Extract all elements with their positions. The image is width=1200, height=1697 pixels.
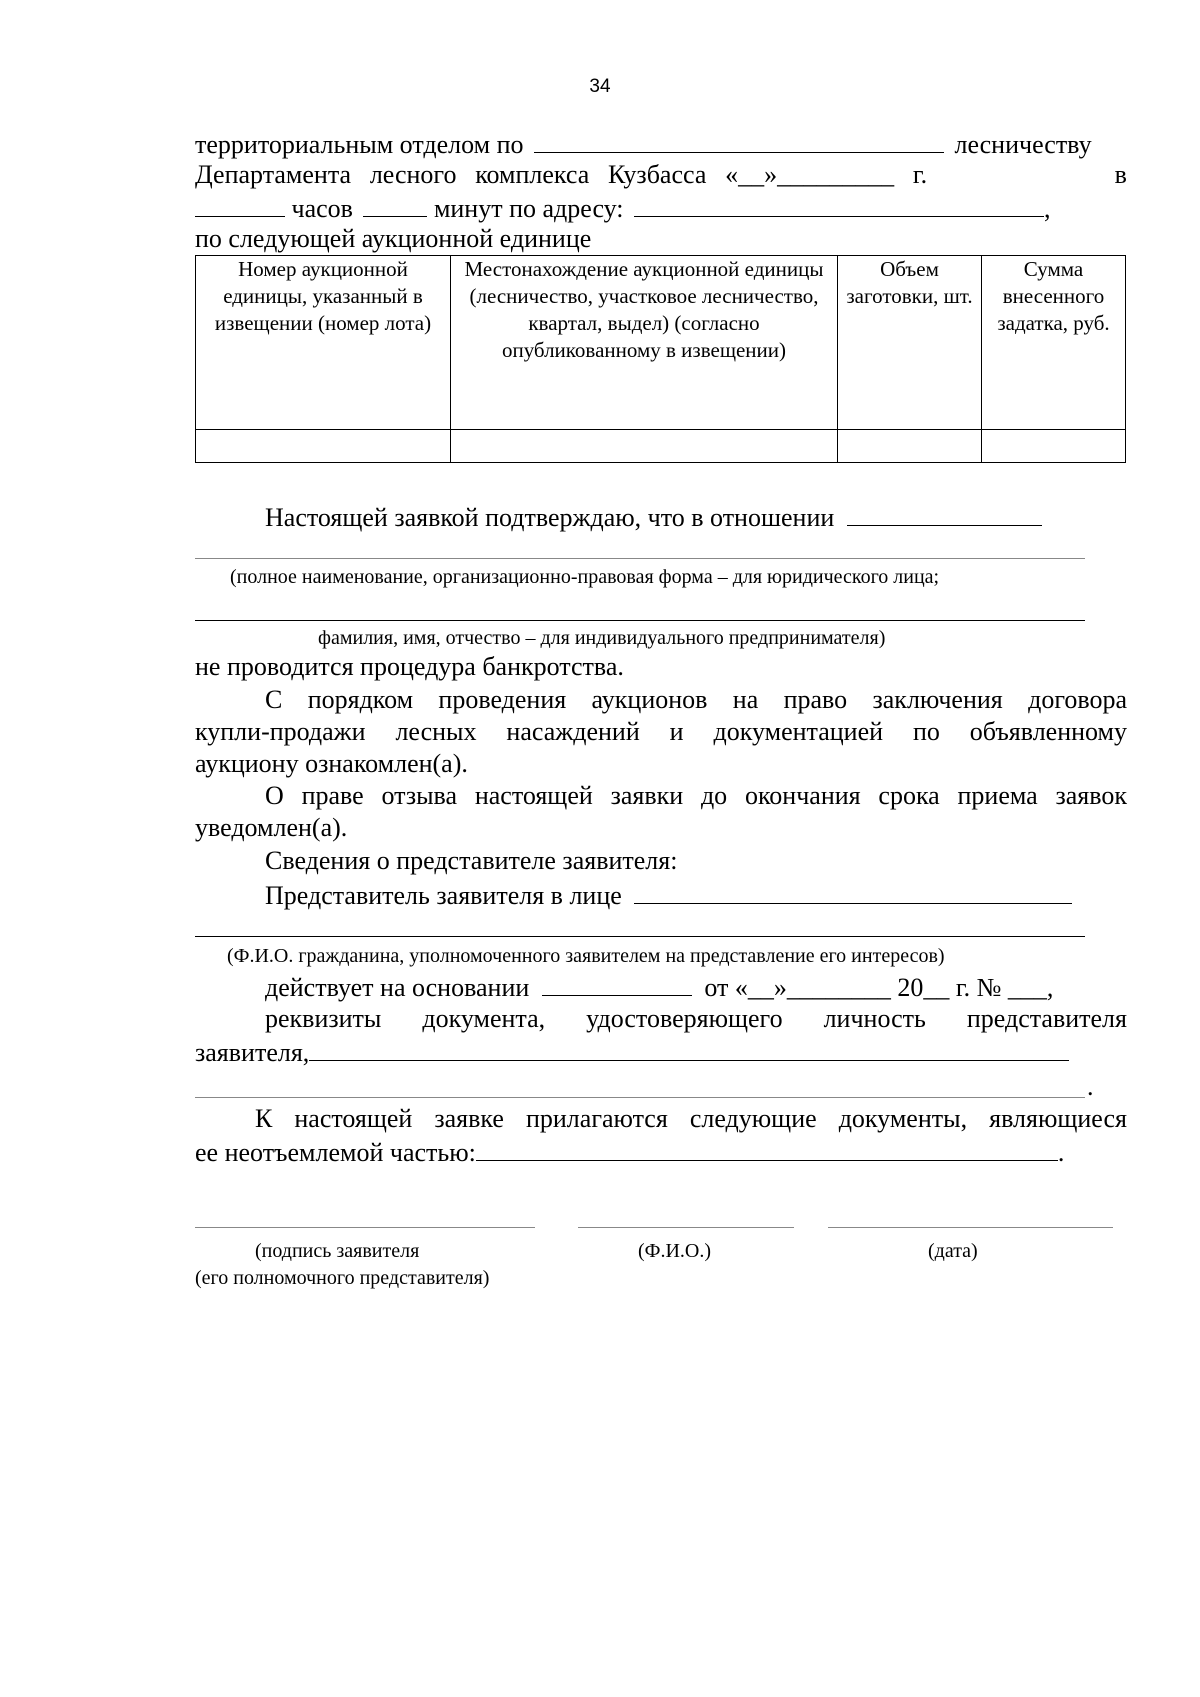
blank-line <box>195 558 1085 559</box>
note-representative: (Ф.И.О. гражданина, уполномоченного заявителем на представление его интересов) <box>227 945 945 967</box>
blank-minutes <box>363 192 427 217</box>
col-location: Местонахождение аукционной единицы (лесничество, участковое лесничество, квартал, выдел) (согласно опубликованному в извещении) <box>451 256 838 430</box>
requisites-text: заявителя, <box>195 1038 310 1067</box>
table-cell[interactable] <box>196 430 451 463</box>
header-word: г. <box>912 160 928 189</box>
header-word: комплекса <box>475 160 590 189</box>
header-line-4: по следующей аукционной единице <box>195 224 592 253</box>
attachments-line <box>195 1136 1064 1168</box>
signature-line <box>195 1227 535 1228</box>
rep-line <box>265 879 1072 911</box>
line-dot: . <box>1087 1072 1094 1101</box>
confirm-text: Настоящей заявкой подтверждаю, что в отношении <box>265 503 835 532</box>
table-cell[interactable] <box>838 430 982 463</box>
header-text: территориальным отделом по <box>195 130 524 159</box>
page-number: 34 <box>589 76 611 97</box>
header-word: лесного <box>369 160 457 189</box>
paragraph-line: К настоящей заявке прилагаются следующие документы, являющиеся <box>255 1104 1127 1133</box>
header-word: Департамента <box>195 160 352 189</box>
paragraph-line: купли-продажи лесных насаждений и документацией по объявленному <box>195 717 1127 746</box>
blank-line <box>195 620 1085 621</box>
basis-date: от «__»________ 20__ г. № ___, <box>704 973 1054 1002</box>
paragraph-line: О праве отзыва настоящей заявки до окончания срока приема заявок <box>265 781 1127 810</box>
header-text: лесничеству <box>954 130 1092 159</box>
rep-text: Представитель заявителя в лице <box>265 881 622 910</box>
paragraph-line: реквизиты документа, удостоверяющего личность представителя <box>265 1004 1127 1033</box>
blank-forestry-dept <box>534 128 944 153</box>
blank-attachments <box>476 1136 1058 1161</box>
col-volume: Объем заготовки, шт. <box>838 256 982 430</box>
col-lot-number: Номер аукционной единицы, указанный в извещении (номер лота) <box>196 256 451 430</box>
header-text: , <box>1044 194 1051 223</box>
blank-representative <box>634 879 1072 904</box>
blank-requisites <box>309 1036 1069 1061</box>
table-cell[interactable] <box>982 430 1126 463</box>
header-line-2 <box>195 160 1127 190</box>
blank-line <box>195 1097 1085 1098</box>
date-blank: «__»_________ <box>725 160 895 189</box>
name-line <box>578 1227 794 1228</box>
blank-hours <box>195 192 285 217</box>
name-label: (Ф.И.О.) <box>638 1240 712 1262</box>
col-deposit: Сумма внесенного задатка, руб. <box>982 256 1126 430</box>
paragraph-line: уведомлен(а). <box>195 813 348 842</box>
rep-title: Сведения о представителе заявителя: <box>265 846 678 875</box>
confirm-line <box>265 501 1042 533</box>
header-line-3 <box>195 192 1051 224</box>
note-individual: фамилия, имя, отчество – для индивидуального предпринимателя) <box>318 627 886 649</box>
table-cell[interactable] <box>451 430 838 463</box>
auction-lot-table <box>195 255 1126 463</box>
signature-label-2: (его полномочного представителя) <box>195 1267 490 1289</box>
blank-applicant <box>847 501 1042 526</box>
header-line-1 <box>195 128 1092 160</box>
blank-address <box>634 192 1044 217</box>
date-line <box>828 1227 1113 1228</box>
blank-line <box>195 936 1085 937</box>
header-word: в <box>1114 160 1127 189</box>
header-word: Кузбасса <box>608 160 707 189</box>
basis-text: действует на основании <box>265 973 530 1002</box>
table-header-row <box>196 256 1126 430</box>
requisites-line <box>195 1036 1069 1068</box>
basis-line <box>265 971 1053 1003</box>
header-text: часов <box>291 194 353 223</box>
table-row <box>196 430 1126 463</box>
attachments-text: ее неотъемлемой частью: <box>195 1138 476 1167</box>
paragraph-line: аукциону ознакомлен(а). <box>195 749 468 778</box>
blank-basis <box>542 971 692 996</box>
paragraph-line: С порядком проведения аукционов на право заключения договора <box>265 685 1127 714</box>
note-legal-entity: (полное наименование, организационно-правовая форма – для юридического лица; <box>230 566 940 588</box>
line-dot: . <box>1057 1138 1065 1167</box>
bankruptcy-text: не проводится процедура банкротства. <box>195 652 624 681</box>
signature-label: (подпись заявителя <box>255 1240 420 1262</box>
date-label: (дата) <box>928 1240 978 1262</box>
header-text: минут по адресу: <box>433 194 624 223</box>
